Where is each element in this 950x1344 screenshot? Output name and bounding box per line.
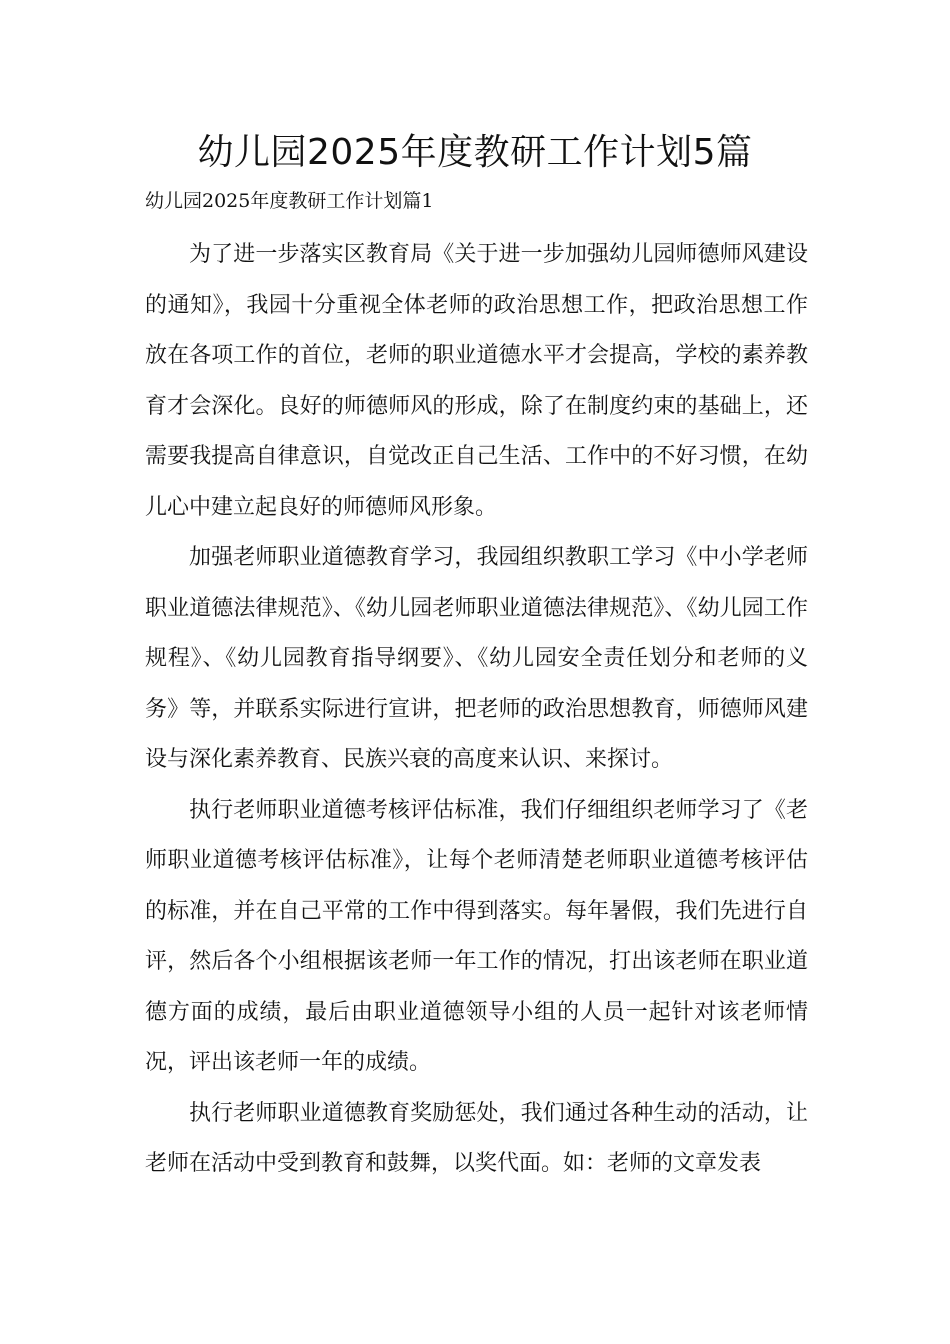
paragraph: 执行老师职业道德教育奖励惩处，我们通过各种生动的活动，让老师在活动中受到教育和鼓舞，以奖代面。如：老师的文章发表 bbox=[145, 1100, 808, 1176]
paragraph: 执行老师职业道德考核评估标准，我们仔细组织老师学习了《老师职业道德考核评估标准》，让每个老师清楚老师职业道德考核评估的标准，并在自己平常的工作中得到落实。每年暑假，我们先进行自评，然后各个小组根据该老师一年工作的情况，打出该老师在职业道德方面的成绩，最后由职业道德领导小组的人员一起针对该老师情况，评出该老师一年的成绩。 bbox=[145, 797, 808, 1075]
document-body bbox=[145, 230, 808, 1190]
paragraph: 为了进一步落实区教育局《关于进一步加强幼儿园师德师风建设的通知》，我园十分重视全体老师的政治思想工作，把政治思想工作放在各项工作的首位，老师的职业道德水平才会提高，学校的素养教育才会深化。良好的师德师风的形成，除了在制度约束的基础上，还需要我提高自律意识，自觉改正自己生活、工作中的不好习惯，在幼儿心中建立起良好的师德师风形象。 bbox=[145, 242, 808, 520]
paragraph: 加强老师职业道德教育学习，我园组织教职工学习《中小学老师职业道德法律规范》、《幼儿园老师职业道德法律规范》、《幼儿园工作规程》、《幼儿园教育指导纲要》、《幼儿园安全责任划分和老师的义务》等，并联系实际进行宣讲，把老师的政治思想教育，师德师风建设与深化素养教育、民族兴衰的高度来认识、来探讨。 bbox=[145, 545, 808, 772]
document-title: 幼儿园2025年度教研工作计划5篇 bbox=[197, 132, 753, 173]
section-subtitle: 幼儿园2025年度教研工作计划篇1 bbox=[145, 190, 434, 212]
